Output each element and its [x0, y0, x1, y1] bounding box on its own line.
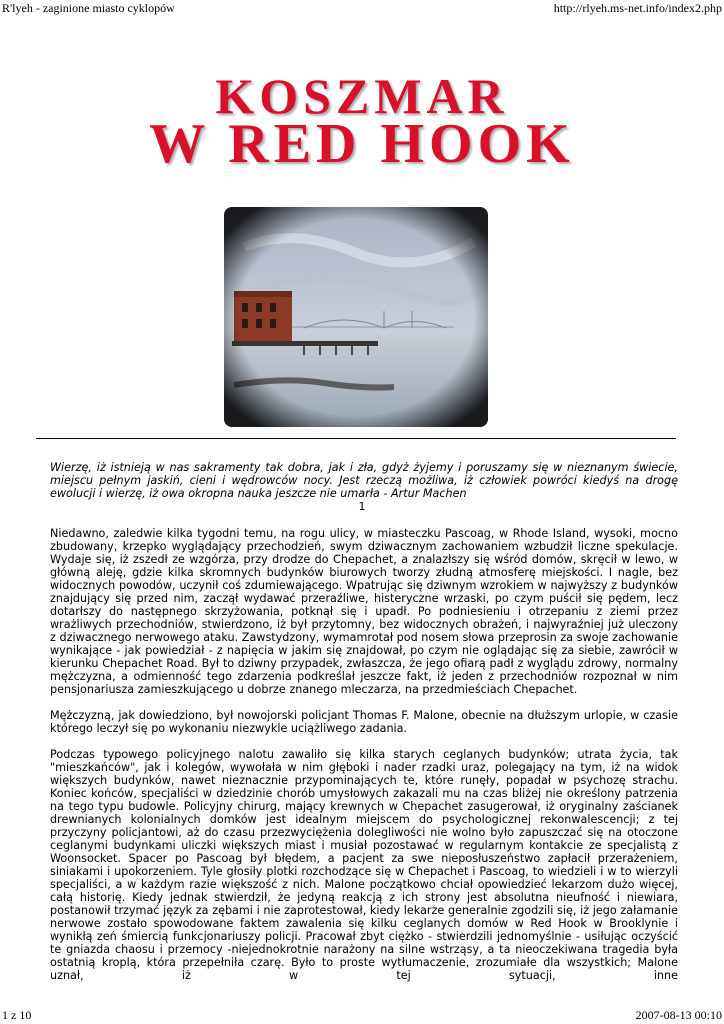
browser-page-title: R'lyeh - zaginione miasto cyklopów [2, 1, 175, 15]
harbor-painting-image [224, 207, 488, 427]
paragraph: Mężczyzną, jak dowiedziono, był nowojorski policjant Thomas F. Malone, obecnie na dłuższym urlopie, w czasie którego leczył się po wykonaniu niezwykle uciążliwego zadania. [50, 709, 678, 735]
horizontal-divider [36, 438, 676, 439]
page-counter: 1 z 10 [2, 1008, 32, 1022]
paragraph: Niedawno, zaledwie kilka tygodni temu, na rogu ulicy, w miasteczku Pascoag, w Rhode Island, wysoki, mocno zbudowany, krzepko wyglądający przechodzień, swym dziwacznym zachowaniem wzbudził liczne spekulacje. Wydaje się, iż zszedł ze wzgórza, przy drodze do Chepachet, a znalazłszy się wśród domów, skręcił w lewo, w główną aleję, gdzie kilka skromnych budynków biurowych tworzy złudną atmosferę miejskości. I nagle, bez widocznych powodów, uczynił coś zdumiewającego. Wpatrując się dziwnym wzrokiem w najwyższy z budynków znajdujący się przed nim, zaczął wydawać przeraźliwe, histeryczne wrzaski, po czym puścił się pędem, lecz dotarłszy do następnego skrzyżowania, potknął się i upadł. Po podniesieniu i otrzepaniu z ziemi przez wrażliwych przechodniów, stwierdzono, iż był przytomny, bez widocznych obrażeń, i najwyraźniej już uleczony z dziwacznego nerwowego ataku. Zawstydzony, wymamrotał pod nosem słowa przeprosin za swoje zachowanie wynikające - jak powiedział - z napięcia w jakim się znajdował, po czym nie oglądając się za siebie, zawrócił w kierunku Chepachet Road. Był to dziwny przypadek, zwłaszcza, że jego ofiarą padł z wyglądu zdrowy, normalny mężczyzna, a odmienność tego zdarzenia podkreślał jeszcze fakt, iż jeden z przechodniów rozpoznał w nim pensjonariusza zamieszkującego u dobrze znanego mleczarza, na przedmieściach Chepachet. [50, 527, 678, 696]
footnote-number: 1 [358, 500, 366, 513]
browser-page-url: http://rlyeh.ms-net.info/index2.php [553, 1, 722, 15]
story-body [50, 527, 678, 995]
epigraph-quote: Wierzę, iż istnieją w nas sakramenty tak dobra, jak i zła, gdyż żyjemy i poruszamy się w nieznanym świecie, miejscu pełnym jaskiń, cieni i wędrowców nocy. Jest rzeczą możliwa, iż człowiek powróci kiedyś na drogę ewolucji i wierzę, iż owa okropna nauka jeszcze nie umarła - Artur Machen [50, 461, 678, 500]
print-timestamp: 2007-08-13 00:10 [635, 1008, 722, 1022]
title-logo-line-1: KOSZMAR [215, 68, 509, 124]
title-logo-line-2: W RED HOOK [149, 113, 575, 175]
paragraph: Podczas typowego policyjnego nalotu zawaliło się kilka starych ceglanych budynków; utrata życia, tak "mieszkańców", jak i kolegów, wywołała w nim głęboki i nader rzadki uraz, polegający na tym, iż na widok większych budynków, nawet nieznacznie przypominających te, które runęły, popadał w psychozę strachu. Koniec końców, specjaliści w dziedzinie chorób umysłowych zakazali mu na czas bliżej nie określony patrzenia na tego typu budowle. Policyjny chirurg, mający krewnych w Chepachet zasugerował, iż oryginalny zaścianek drewnianych kolonialnych domków jest idealnym miejscem do psychologicznej rekonwalescencji; z tej przyczyny policjantowi, aż do czasu przezwyciężenia dolegliwości nie wolno było zapuszczać się na otoczone ceglanymi budynkami uliczki większych miast i musiał pozostawać w regularnym kontakcie ze specjalistą z Woonsocket. Spacer po Pascoag był błędem, a pacjent za swe nieposłuszeństwo zapłacił przerażeniem, siniakami i upokorzeniem. Tyle głosiły plotki rozchodzące się w Chepachet i Pascoag, to wiedzieli i w to wierzyli specjaliści, a w każdym razie większość z nich. Malone początkowo chciał opowiedzieć lekarzom dużo więcej, całą historię. Kiedy jednak stwierdził, że jedyną reakcją z ich strony jest absolutna nieufność i niewiara, postanowił trzymać język za zębami i nie zaprotestował, kiedy lekarze generalnie zgodzili się, iż jego załamanie nerwowe zostało spowodowane faktem zawalenia się kilku ceglanych domów w Red Hook w Brooklynie i wynikłą zeń śmiercią funkcjonariuszy policji. Pracował zbyt ciężko - stwierdzili jednomyślnie - usiłując oczyścić te gniazda chaosu i przemocy -niejednokrotnie narażony na silne wstrząsy, a ta nieoczekiwana tragedia była ostatnią kroplą, która przepełniła czarę. Było to proste wytłumaczenie, zrozumiałe dla wszystkich; Malone uznał, iż w tej sytuacji, inne [50, 748, 678, 982]
